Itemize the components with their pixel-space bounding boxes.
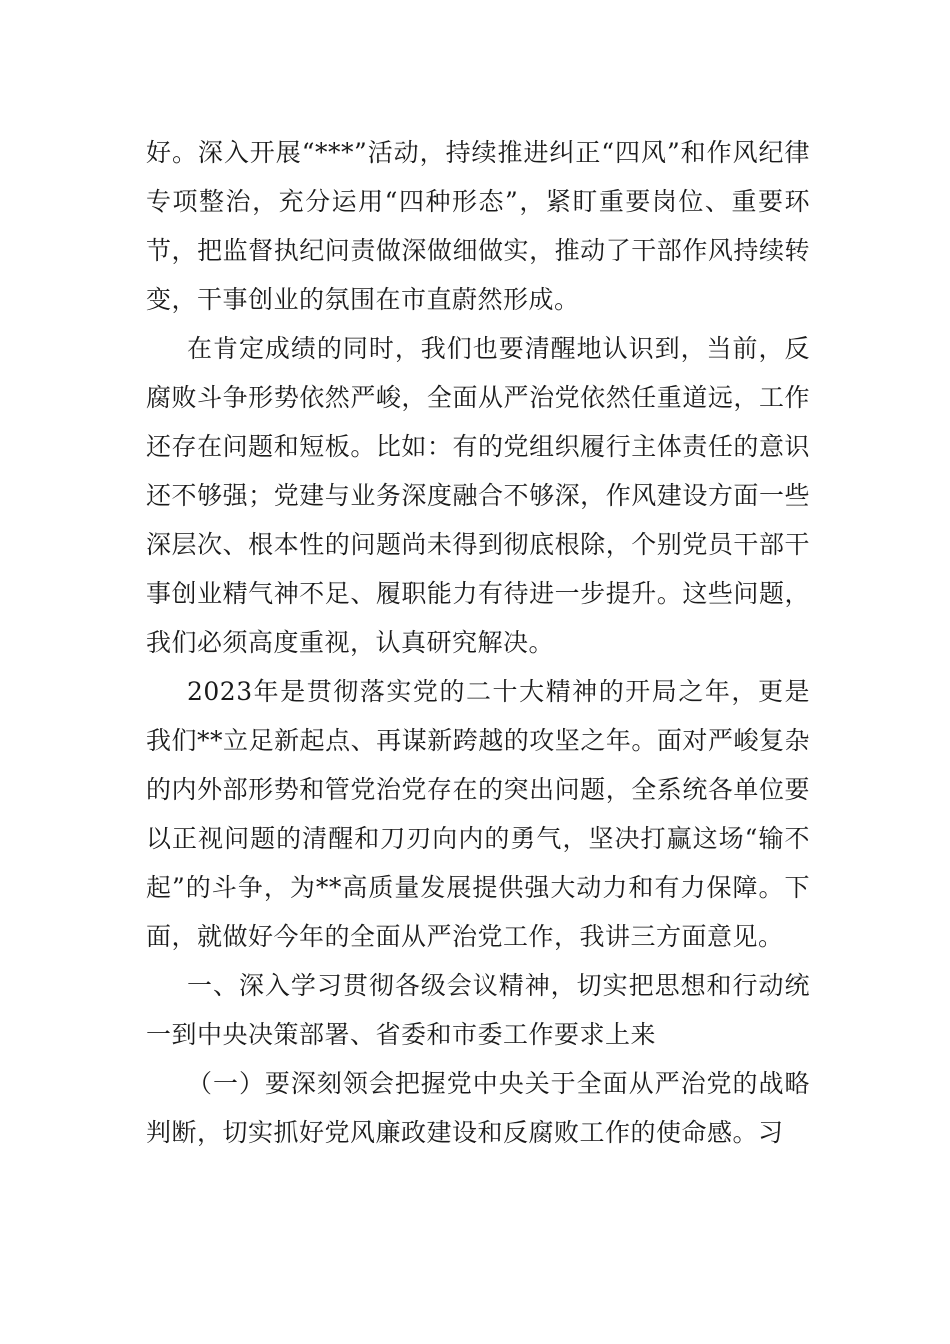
paragraph-2023-goals: 2023年是贯彻落实党的二十大精神的开局之年，更是我们**立足新起点、再谋新跨越的攻坚之年。面对严峻复杂的内外部形势和管党治党存在的突出问题，全系统各单位要以正视问题的清醒和刀刃向内的勇气，坚决打赢这场“输不起”的斗争，为**高质量发展提供强大动力和有力保障。下面，就做好今年的全面从严治党工作，我讲三方面意见。 — [146, 677, 810, 951]
paragraph-continuation: 好。深入开展“***”活动，持续推进纠正“四风”和作风纪律专项整治，充分运用“四种形态”，紧盯重要岗位、重要环节，把监督执纪问责做深做细做实，推动了干部作风持续转变，干事创业的氛围在市直蔚然形成。 — [146, 138, 810, 314]
document-body — [146, 128, 810, 1157]
paragraph-problems: 在肯定成绩的同时，我们也要清醒地认识到，当前，反腐败斗争形势依然严峻，全面从严治党依然任重道远，工作还存在问题和短板。比如：有的党组织履行主体责任的意识还不够强；党建与业务深度融合不够深，作风建设方面一些深层次、根本性的问题尚未得到彻底根除，个别党员干部干事创业精气神不足、履职能力有待进一步提升。这些问题，我们必须高度重视，认真研究解决。 — [146, 334, 810, 657]
section-heading-1: 一、深入学习贯彻各级会议精神，切实把思想和行动统一到中央决策部署、省委和市委工作要求上来 — [146, 971, 810, 1049]
subsection-heading-1: （一）要深刻领会把握党中央关于全面从严治党的战略判断，切实抓好党风廉政建设和反腐败工作的使命感。习 — [146, 1069, 810, 1147]
